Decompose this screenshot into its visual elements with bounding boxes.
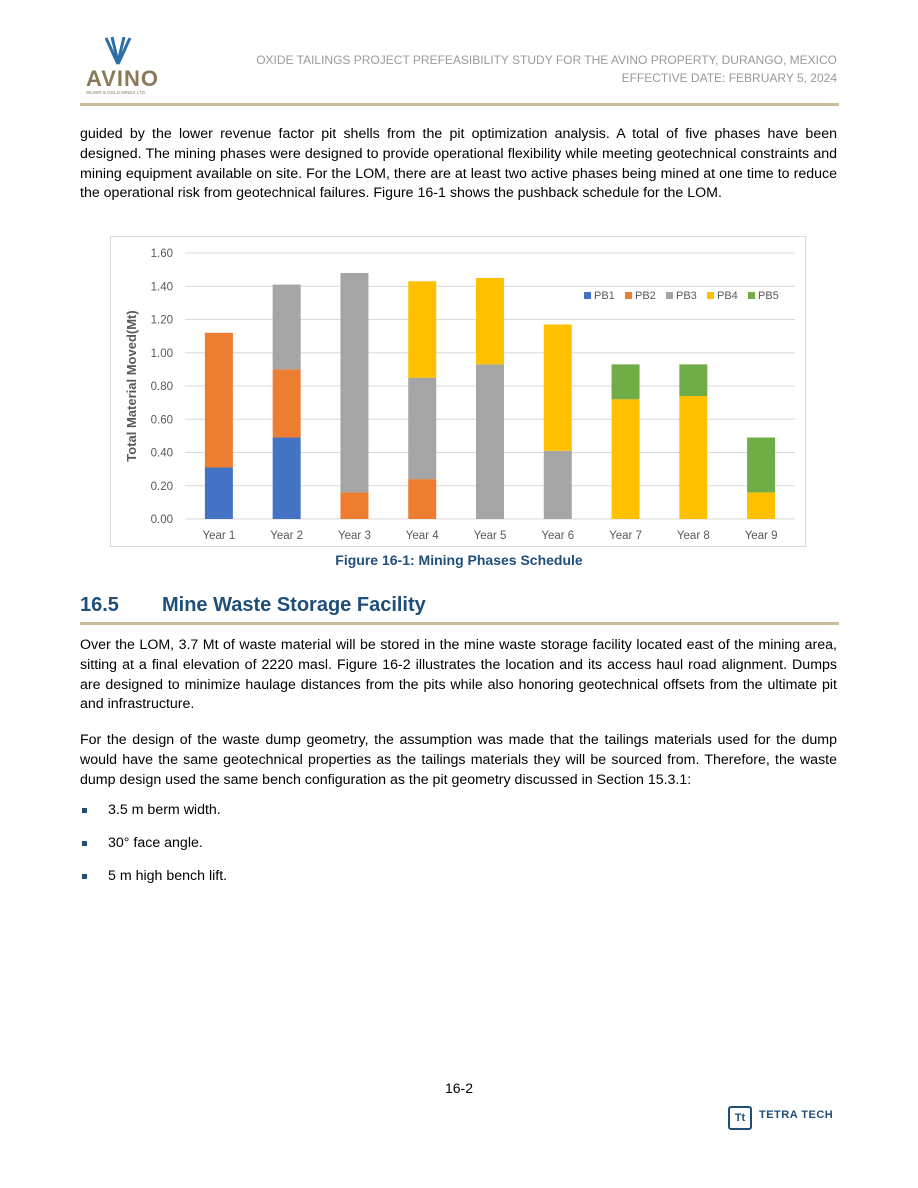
x-tick-label: Year 9 <box>744 530 778 542</box>
legend-label: PB3 <box>676 290 697 302</box>
avino-logo-icon <box>100 36 136 66</box>
tetra-tech-logo-icon: Tt <box>728 1106 752 1130</box>
y-tick-label: 1.00 <box>150 347 173 360</box>
y-tick-label: 0.20 <box>150 480 173 493</box>
section-title: Mine Waste Storage Facility <box>162 594 426 616</box>
bar-segment-pb4 <box>612 399 640 519</box>
bullet-marker <box>82 808 87 813</box>
legend-swatch-pb1 <box>584 292 591 299</box>
bar-segment-pb3 <box>476 364 504 519</box>
y-tick-label: 1.60 <box>150 248 173 260</box>
legend-swatch-pb5 <box>748 292 755 299</box>
bullet-text: 3.5 m berm width. <box>108 802 221 818</box>
header-divider <box>80 103 839 106</box>
y-tick-label: 1.20 <box>150 314 173 327</box>
y-axis-title: Total Material Moved(Mt) <box>124 310 139 462</box>
legend-label: PB2 <box>635 290 656 302</box>
x-tick-label: Year 6 <box>541 530 575 542</box>
x-tick-label: Year 7 <box>609 530 642 542</box>
bar-segment-pb2 <box>408 479 436 519</box>
y-tick-label: 1.40 <box>150 281 173 294</box>
bar-segment-pb1 <box>205 467 233 519</box>
mining-phases-chart <box>110 236 806 547</box>
bar-segment-pb3 <box>340 273 368 492</box>
bullet-marker <box>82 874 87 879</box>
bar-segment-pb5 <box>679 364 707 396</box>
bar-segment-pb4 <box>544 324 572 450</box>
bullet-marker <box>82 841 87 846</box>
legend-label: PB4 <box>717 290 738 302</box>
section-paragraph-2: For the design of the waste dump geometry, the assumption was made that the tailings materials used for the dump would have the same geotechnical properties as the tailings materials they will be sourced from. Therefore, the waste dump design used the same bench configuration as the pit geometry discussed in Section 15.3.1: <box>80 732 837 788</box>
legend-swatch-pb4 <box>707 292 714 299</box>
avino-logo <box>82 36 158 98</box>
x-tick-label: Year 5 <box>473 530 507 542</box>
x-tick-label: Year 3 <box>338 530 371 542</box>
bullet-text: 5 m high bench lift. <box>108 868 228 884</box>
y-tick-label: 0.00 <box>150 514 173 526</box>
bar-segment-pb3 <box>273 285 301 370</box>
legend-swatch-pb2 <box>625 292 632 299</box>
x-tick-label: Year 1 <box>202 530 236 542</box>
bar-segment-pb2 <box>340 492 368 519</box>
bar-segment-pb4 <box>747 492 775 519</box>
header-title: OXIDE TAILINGS PROJECT PREFEASIBILITY STUDY FOR THE AVINO PROPERTY, DURANGO, MEXICO <box>256 53 837 67</box>
bar-segment-pb4 <box>679 396 707 519</box>
legend-label: PB1 <box>594 290 615 302</box>
x-tick-label: Year 4 <box>405 530 439 542</box>
bar-segment-pb5 <box>747 438 775 493</box>
bar-segment-pb1 <box>273 438 301 519</box>
bar-segment-pb2 <box>273 369 301 437</box>
x-tick-label: Year 8 <box>676 530 710 542</box>
logo-subtext: SILVER & GOLD MINES LTD. <box>86 90 147 95</box>
figure-caption: Figure 16-1: Mining Phases Schedule <box>335 552 583 568</box>
legend-label: PB5 <box>758 290 779 302</box>
company-name: TETRA TECH <box>759 1109 834 1121</box>
logo-wordmark: AVINO <box>86 66 160 91</box>
section-paragraph-1: Over the LOM, 3.7 Mt of waste material will be stored in the mine waste storage facility located east of the mining area, sitting at a final elevation of 2220 masl. Figure 16-2 illustrates the location and its access haul road alignment. Dumps are designed to minimize haulage distances from the pits while also honoring geotechnical offsets from the ultimate pit and infrastructure. <box>80 637 837 713</box>
bar-segment-pb4 <box>408 281 436 377</box>
bar-segment-pb2 <box>205 333 233 468</box>
bar-segment-pb3 <box>408 378 436 479</box>
bar-segment-pb3 <box>544 451 572 519</box>
y-tick-label: 0.40 <box>150 447 173 460</box>
bullet-text: 30° face angle. <box>108 835 203 851</box>
y-tick-label: 0.60 <box>150 414 173 427</box>
bar-segment-pb5 <box>612 364 640 399</box>
chart-svg <box>111 237 807 548</box>
y-tick-label: 0.80 <box>150 381 173 393</box>
x-tick-label: Year 2 <box>270 530 304 542</box>
section-divider <box>80 622 839 625</box>
header-date: EFFECTIVE DATE: FEBRUARY 5, 2024 <box>621 71 837 85</box>
page-number: 16-2 <box>444 1080 474 1096</box>
bar-segment-pb4 <box>476 278 504 364</box>
legend-swatch-pb3 <box>666 292 673 299</box>
section-number: 16.5 <box>80 594 119 616</box>
intro-paragraph: guided by the lower revenue factor pit shells from the pit optimization analysis. A total of five phases have been designed. The mining phases were designed to provide operational flexibility while meeting geotechnical constraints and mining equipment available on site. For the LOM, there are at least two active phases being mined at one time to reduce the operational risk from geotechnical failures. Figure 16-1 shows the pushback schedule for the LOM. <box>80 126 837 202</box>
